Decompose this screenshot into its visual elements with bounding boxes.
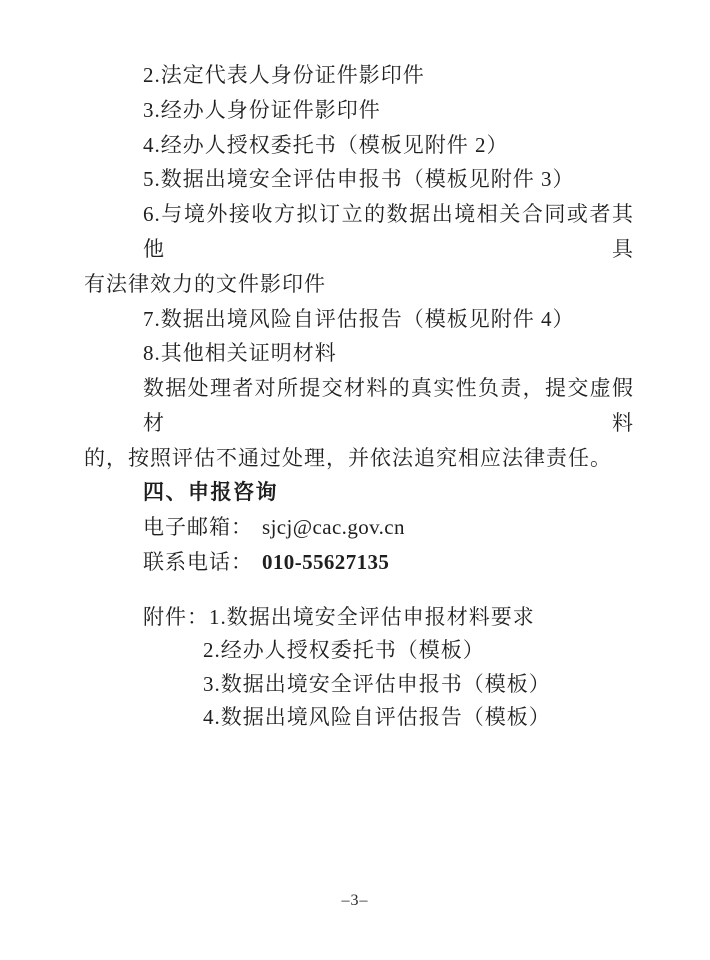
phone-label: 联系电话：: [143, 550, 253, 575]
list-item-2: 2.法定代表人身份证件影印件: [143, 63, 425, 87]
page-number: –3–: [341, 892, 369, 909]
note-paragraph-line2: 的，按照评估不通过处理，并依法追究相应法律责任。: [84, 445, 612, 470]
attachments-label: 附件：: [143, 604, 209, 629]
list-item-3: 3.经办人身份证件影印件: [143, 97, 381, 122]
list-item-8: 8.其他相关证明材料: [143, 341, 337, 366]
attachment-item-1: 1.数据出境安全评估申报材料要求: [209, 604, 535, 629]
list-item-4: 4.经办人授权委托书（模板见附件 2）: [143, 132, 509, 157]
phone-value: 010-55627135: [262, 550, 390, 575]
list-item-5: 5.数据出境安全评估申报书（模板见附件 3）: [143, 167, 575, 192]
list-item-6-line1: 6.与境外接收方拟订立的数据出境相关合同或者其他具: [143, 202, 634, 261]
attachment-item-4: 4.数据出境风险自评估报告（模板）: [203, 705, 551, 730]
attachment-item-2: 2.经办人授权委托书（模板）: [203, 638, 485, 663]
list-item-7: 7.数据出境风险自评估报告（模板见附件 4）: [143, 306, 575, 331]
note-paragraph-line1: 数据处理者对所提交材料的真实性负责，提交虚假材料: [143, 376, 634, 435]
attachment-item-3: 3.数据出境安全评估申报书（模板）: [203, 671, 551, 696]
attachments-list: [84, 601, 634, 735]
attachments-line-1: [84, 601, 634, 634]
section-4-heading: 四、申报咨询: [143, 480, 278, 504]
email-line: [84, 510, 634, 545]
email-value: sjcj@cac.gov.cn: [262, 515, 405, 540]
list-item-6-line2: 有法律效力的文件影印件: [84, 271, 326, 296]
phone-line: [84, 545, 634, 580]
email-label: 电子邮箱：: [143, 515, 253, 540]
document-body: [84, 58, 634, 735]
